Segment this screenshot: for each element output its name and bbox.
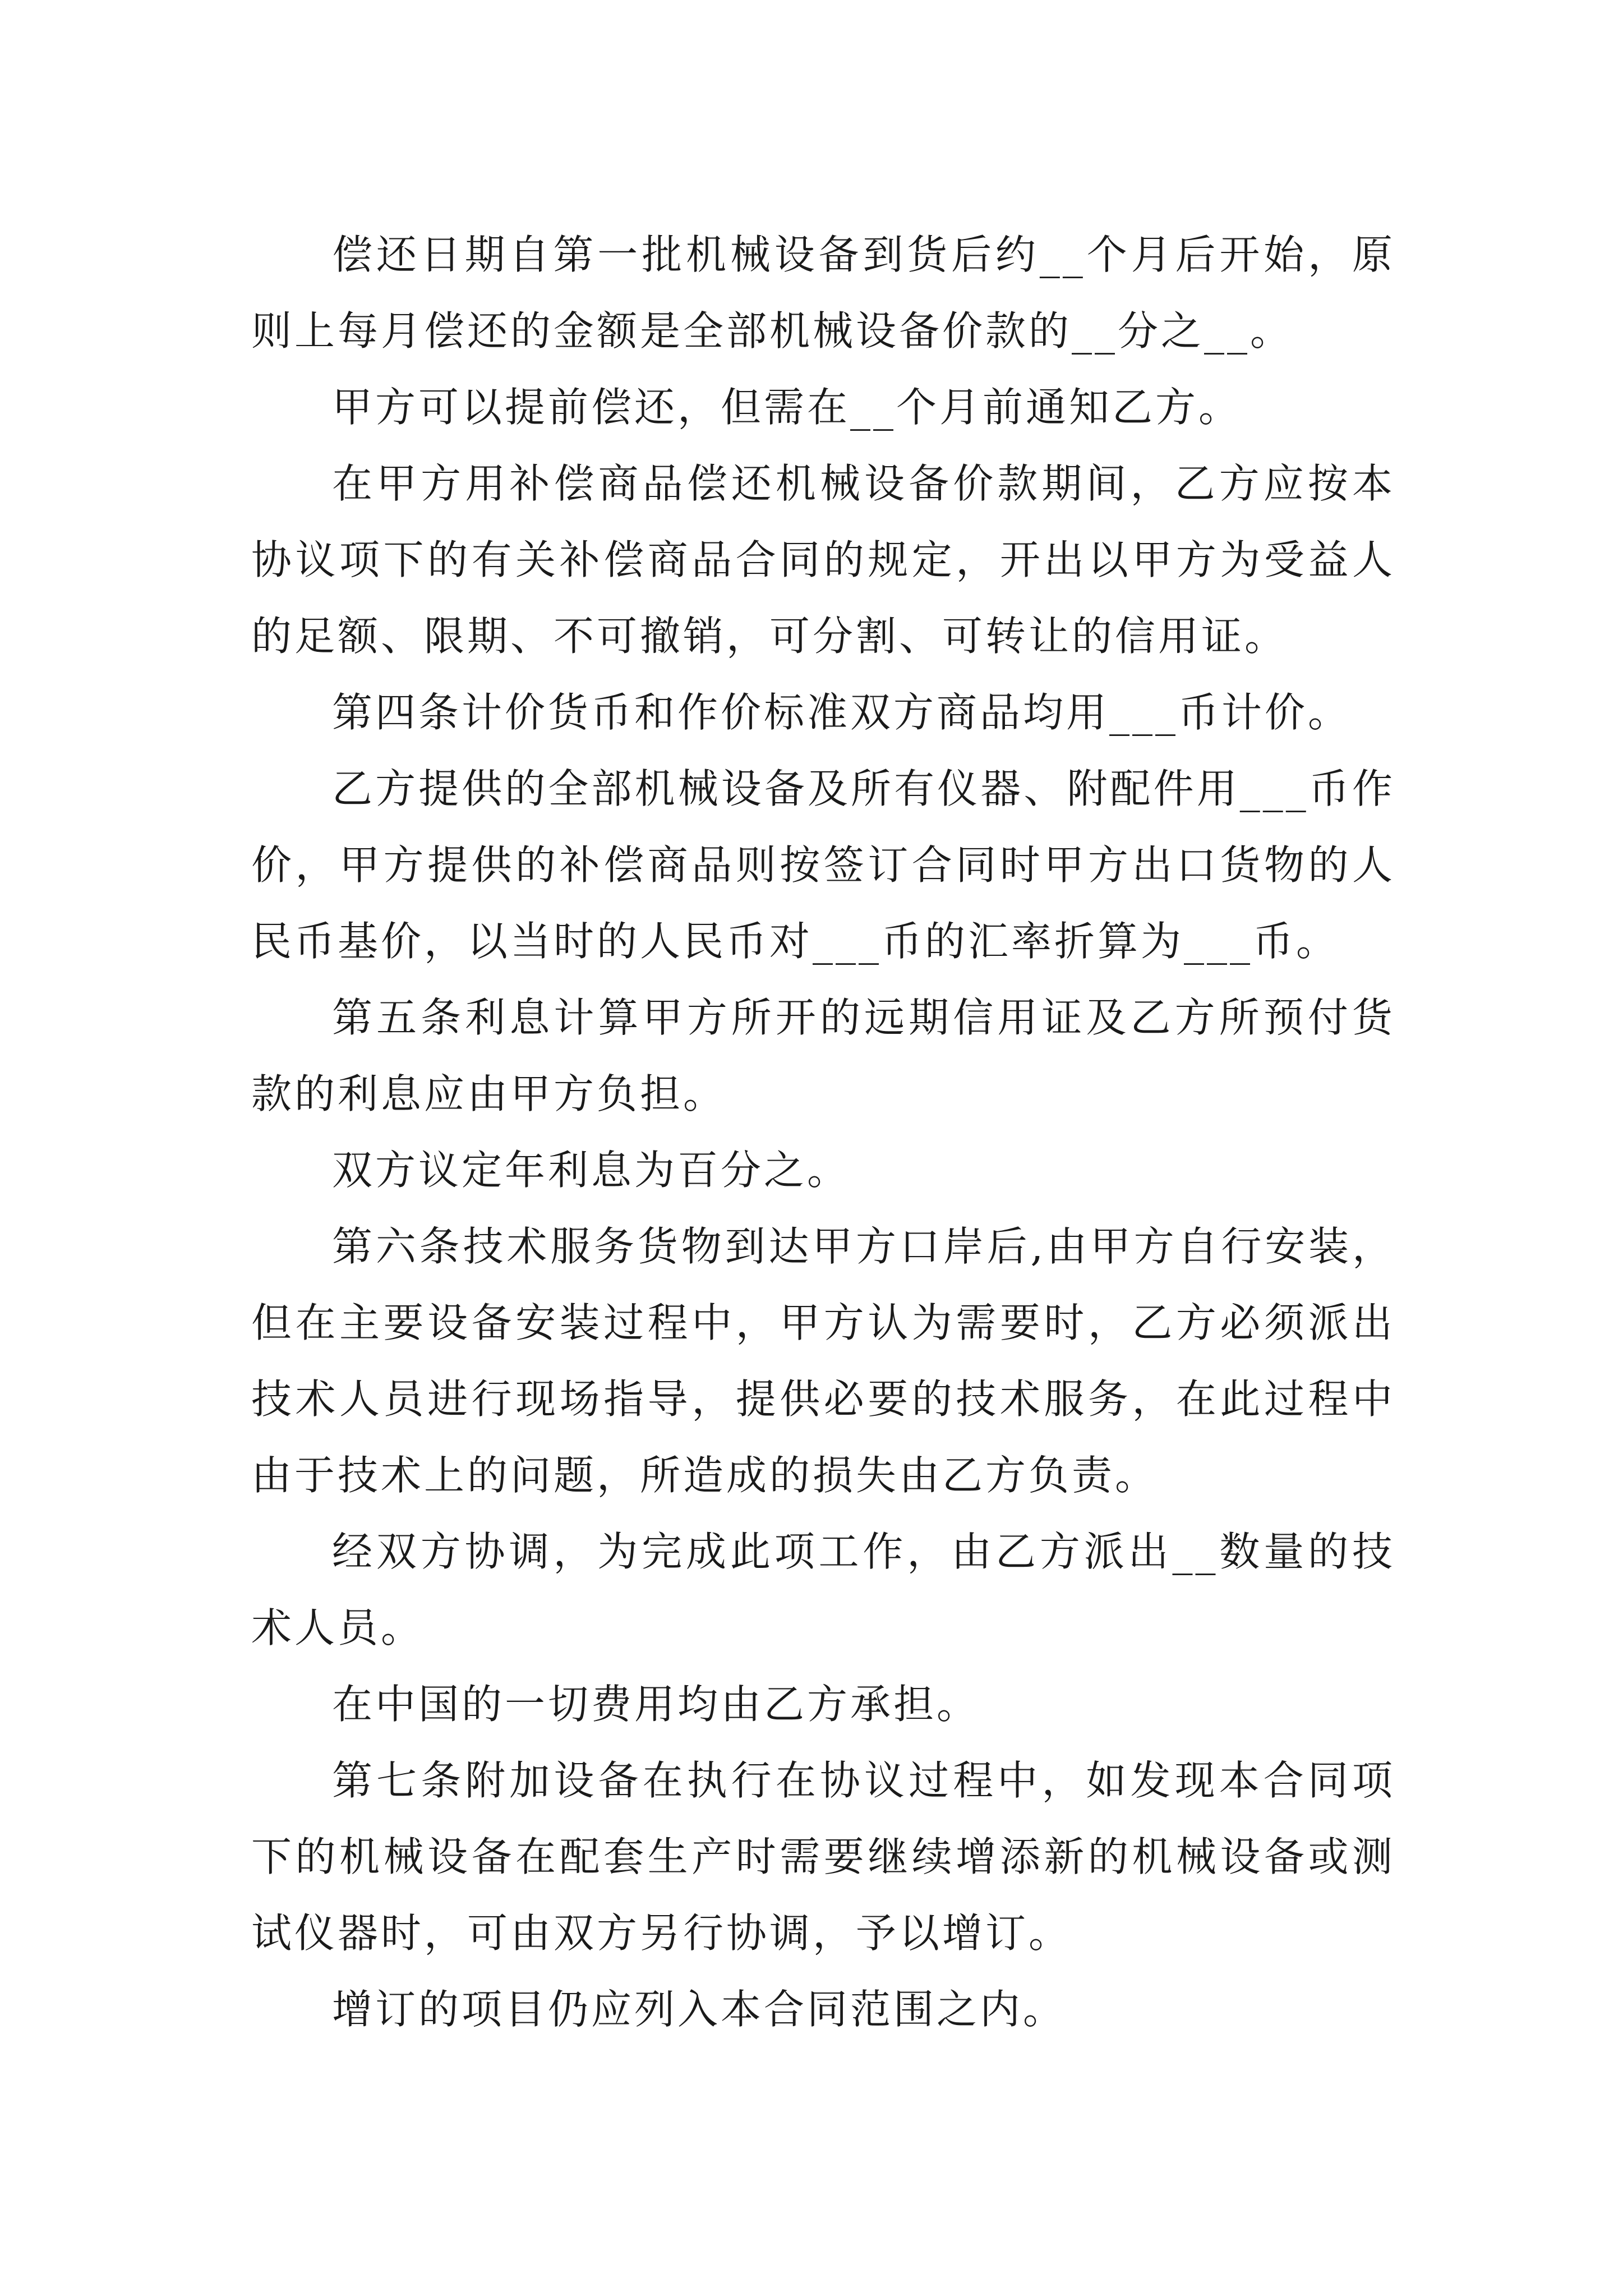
paragraph-repayment-schedule: 偿还日期自第一批机械设备到货后约__个月后开始，原则上每月偿还的金额是全部机械设备价款的__分之__。: [251, 231, 1395, 355]
paragraph-letter-of-credit: 在甲方用补偿商品偿还机械设备价款期间，乙方应按本协议项下的有关补偿商品合同的规定，开出以甲方为受益人的足额、限期、不可撤销，可分割、可转让的信用证。: [251, 460, 1395, 660]
document-page: [251, 217, 1395, 2047]
paragraph-scope: 增订的项目仍应列入本合同范围之内。: [332, 1986, 1067, 2033]
paragraph-technicians: 经双方协调，为完成此项工作，由乙方派出__数量的技术人员。: [251, 1528, 1395, 1651]
paragraph-pricing: 乙方提供的全部机械设备及所有仪器、附配件用___币作价，甲方提供的补偿商品则按签订合同时甲方出口货物的人民币基价，以当时的人民币对___币的汇率折算为___币。: [251, 765, 1395, 965]
paragraph-expenses: 在中国的一切费用均由乙方承担。: [332, 1681, 980, 1728]
paragraph-article-6-technical-service: 第六条技术服务货物到达甲方口岸后,由甲方自行安装，但在主要设备安装过程中，甲方认为需要时，乙方必须派出技术人员进行现场指导，提供必要的技术服务，在此过程中由于技术上的问题，所造成的损失由乙方负责。: [251, 1223, 1395, 1499]
paragraph-early-repayment: 甲方可以提前偿还，但需在__个月前通知乙方。: [332, 384, 1242, 431]
paragraph-interest-rate: 双方议定年利息为百分之。: [332, 1147, 851, 1194]
paragraph-article-4-currency: 第四条计价货币和作价标准双方商品均用___币计价。: [332, 689, 1352, 736]
paragraph-article-7-additional-equipment: 第七条附加设备在执行在协议过程中，如发现本合同项下的机械设备在配套生产时需要继续增添新的机械设备或测试仪器时，可由双方另行协调，予以增订。: [251, 1757, 1395, 1957]
paragraph-article-5-interest: 第五条利息计算甲方所开的远期信用证及乙方所预付货款的利息应由甲方负担。: [251, 994, 1395, 1117]
